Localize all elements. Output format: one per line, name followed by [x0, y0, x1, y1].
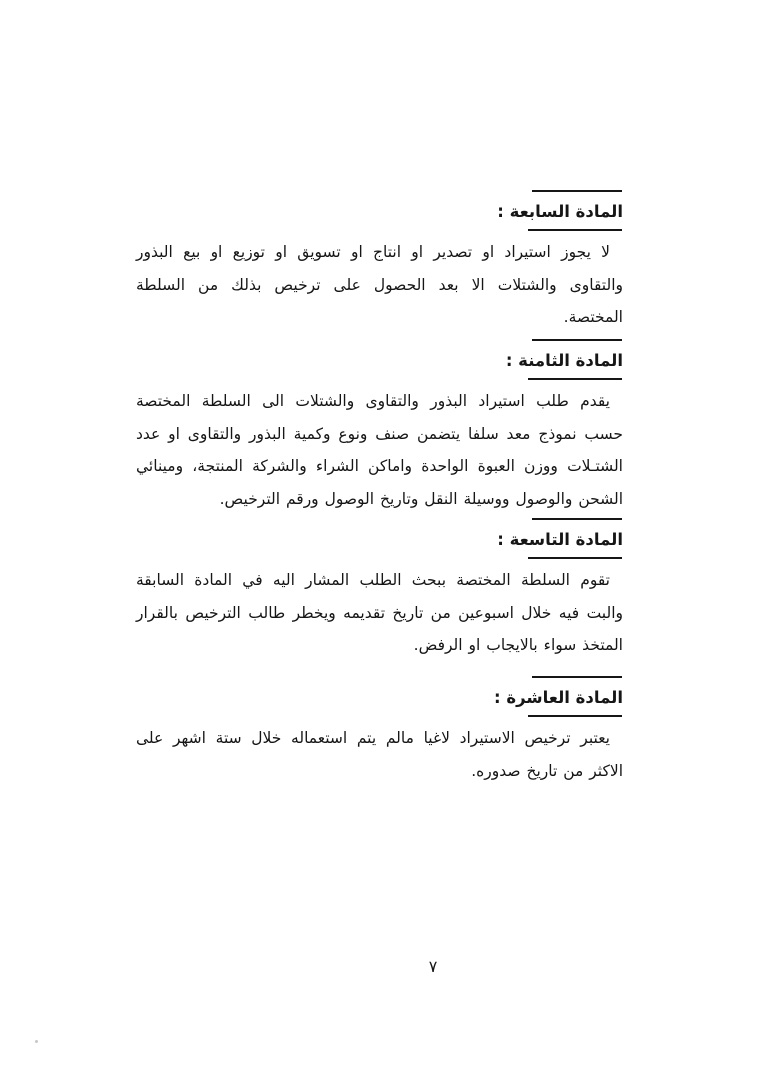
header-overline-rule	[532, 339, 622, 341]
article-nine-header	[136, 518, 623, 559]
article-eight-header	[136, 339, 623, 380]
article-eight-body: يقدم طلب استيراد البذور والتقاوى والشتلات الى السلطة المختصة حسب نموذج معد سلفا يتضمن صنف ونوع وكمية البذور والتقاوى او عدد الشتـلات ووزن العبوة الواحدة واماكن الشراء والشركة المنتجة، ومينائي الشحن والوصول ووسيلة النقل وتاريخ الوصول ورقم الترخيص.	[136, 392, 623, 508]
article-eight-section	[136, 339, 623, 515]
header-overline-rule	[532, 190, 622, 192]
article-nine-section	[136, 518, 623, 662]
article-ten-title: المادة العاشرة :	[494, 688, 623, 707]
article-ten-header	[136, 676, 623, 717]
header-overline-rule	[532, 518, 622, 520]
scan-artifact-speck	[35, 1040, 38, 1043]
header-underline-rule	[528, 715, 622, 717]
article-seven-section	[136, 190, 623, 334]
article-nine-title: المادة التاسعة :	[497, 530, 623, 549]
header-underline-rule	[528, 229, 622, 231]
header-overline-rule	[532, 676, 622, 678]
article-eight-title: المادة الثامنة :	[505, 351, 623, 370]
article-seven-title: المادة السابعة :	[497, 202, 623, 221]
page-number: ٧	[428, 957, 438, 976]
header-underline-rule	[528, 378, 622, 380]
article-ten-section	[136, 676, 623, 787]
article-ten-body: يعتبر ترخيص الاستيراد لاغيا مالم يتم استعماله خلال ستة اشهر على الاكثر من تاريخ صدوره.	[136, 729, 623, 780]
article-seven-body: لا يجوز استيراد او تصدير او انتاج او تسويق او توزيع او بيع البذور والتقاوى والشتلات الا بعد الحصول على ترخيص بذلك من السلطة المختصة.	[136, 243, 623, 326]
header-underline-rule	[528, 557, 622, 559]
article-seven-header	[136, 190, 623, 231]
article-nine-body: تقوم السلطة المختصة ببحث الطلب المشار اليه في المادة السابقة والبت فيه خلال اسبوعين من تاريخ تقديمه ويخطر طالب الترخيص بالقرار المتخذ سواء بالايجاب او الرفض.	[136, 571, 623, 654]
